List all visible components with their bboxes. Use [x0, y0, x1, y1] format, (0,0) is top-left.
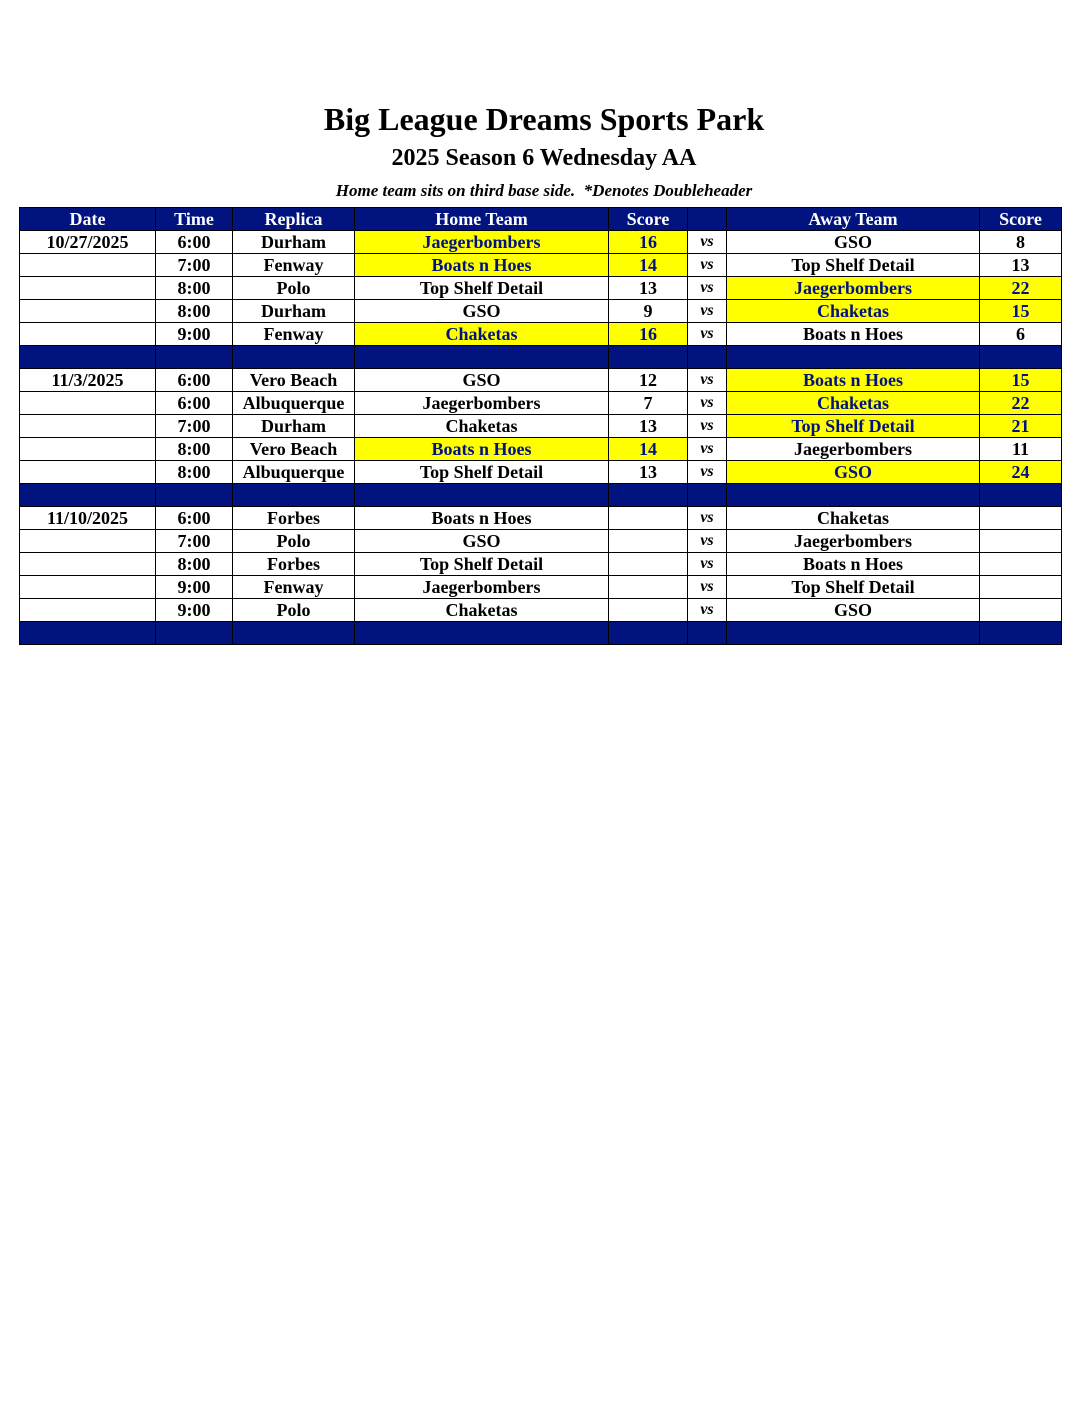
replica-cell: Vero Beach	[233, 438, 355, 461]
home-score-cell: 16	[609, 323, 688, 346]
replica-cell: Forbes	[233, 507, 355, 530]
home-score-cell: 12	[609, 369, 688, 392]
separator-cell	[727, 346, 980, 369]
away-team-cell: Top Shelf Detail	[727, 254, 980, 277]
away-team-cell: Boats n Hoes	[727, 369, 980, 392]
vs-cell: vs	[688, 530, 727, 553]
away-team-cell: Boats n Hoes	[727, 323, 980, 346]
col-header-home-team: Home Team	[355, 208, 609, 231]
home-team-cell: Boats n Hoes	[355, 438, 609, 461]
game-row	[20, 392, 1062, 415]
col-header-date: Date	[20, 208, 156, 231]
game-row	[20, 599, 1062, 622]
home-team-cell: Jaegerbombers	[355, 576, 609, 599]
replica-cell: Vero Beach	[233, 369, 355, 392]
away-team-cell: Top Shelf Detail	[727, 415, 980, 438]
date-cell	[20, 254, 156, 277]
vs-cell: vs	[688, 415, 727, 438]
time-cell: 6:00	[156, 231, 233, 254]
away-team-cell: GSO	[727, 599, 980, 622]
date-cell	[20, 323, 156, 346]
vs-cell: vs	[688, 553, 727, 576]
home-team-cell: GSO	[355, 530, 609, 553]
game-row	[20, 530, 1062, 553]
separator-cell	[727, 484, 980, 507]
vs-cell: vs	[688, 438, 727, 461]
home-score-cell: 13	[609, 277, 688, 300]
game-row	[20, 507, 1062, 530]
home-team-cell: Boats n Hoes	[355, 507, 609, 530]
game-row	[20, 231, 1062, 254]
replica-cell: Durham	[233, 231, 355, 254]
home-score-cell: 13	[609, 461, 688, 484]
game-row	[20, 323, 1062, 346]
away-score-cell: 21	[980, 415, 1062, 438]
date-cell	[20, 392, 156, 415]
replica-cell: Polo	[233, 277, 355, 300]
home-team-cell: Jaegerbombers	[355, 231, 609, 254]
time-cell: 9:00	[156, 323, 233, 346]
replica-cell: Fenway	[233, 576, 355, 599]
separator-cell	[156, 622, 233, 645]
week-separator-row	[20, 484, 1062, 507]
away-team-cell: Top Shelf Detail	[727, 576, 980, 599]
replica-cell: Polo	[233, 599, 355, 622]
home-score-cell: 14	[609, 254, 688, 277]
home-score-cell: 16	[609, 231, 688, 254]
home-score-cell	[609, 553, 688, 576]
away-score-cell: 15	[980, 300, 1062, 323]
col-header-away-score: Score	[980, 208, 1062, 231]
separator-cell	[355, 484, 609, 507]
time-cell: 8:00	[156, 553, 233, 576]
replica-cell: Durham	[233, 300, 355, 323]
away-team-cell: GSO	[727, 231, 980, 254]
vs-cell: vs	[688, 323, 727, 346]
home-score-cell	[609, 599, 688, 622]
time-cell: 7:00	[156, 254, 233, 277]
separator-cell	[156, 484, 233, 507]
time-cell: 9:00	[156, 599, 233, 622]
header-row	[20, 208, 1062, 231]
separator-cell	[609, 346, 688, 369]
time-cell: 8:00	[156, 300, 233, 323]
time-cell: 9:00	[156, 576, 233, 599]
separator-cell	[980, 622, 1062, 645]
game-row	[20, 369, 1062, 392]
away-score-cell: 24	[980, 461, 1062, 484]
away-score-cell: 22	[980, 277, 1062, 300]
home-score-cell: 9	[609, 300, 688, 323]
vs-cell: vs	[688, 599, 727, 622]
time-cell: 6:00	[156, 507, 233, 530]
away-team-cell: Jaegerbombers	[727, 530, 980, 553]
replica-cell: Polo	[233, 530, 355, 553]
time-cell: 7:00	[156, 415, 233, 438]
date-cell	[20, 438, 156, 461]
game-row	[20, 438, 1062, 461]
game-row	[20, 254, 1062, 277]
away-team-cell: Chaketas	[727, 300, 980, 323]
separator-cell	[688, 346, 727, 369]
separator-cell	[980, 484, 1062, 507]
separator-cell	[688, 622, 727, 645]
game-row	[20, 576, 1062, 599]
separator-cell	[233, 622, 355, 645]
date-cell	[20, 576, 156, 599]
replica-cell: Durham	[233, 415, 355, 438]
home-score-cell: 7	[609, 392, 688, 415]
separator-cell	[688, 484, 727, 507]
home-team-cell: Chaketas	[355, 599, 609, 622]
away-score-cell	[980, 599, 1062, 622]
separator-cell	[609, 622, 688, 645]
home-score-cell	[609, 530, 688, 553]
separator-cell	[233, 484, 355, 507]
date-cell	[20, 415, 156, 438]
home-team-cell: GSO	[355, 369, 609, 392]
away-score-cell	[980, 553, 1062, 576]
game-row	[20, 553, 1062, 576]
time-cell: 8:00	[156, 277, 233, 300]
date-cell	[20, 461, 156, 484]
home-team-cell: Top Shelf Detail	[355, 277, 609, 300]
away-score-cell: 22	[980, 392, 1062, 415]
separator-cell	[980, 346, 1062, 369]
time-cell: 8:00	[156, 438, 233, 461]
replica-cell: Albuquerque	[233, 461, 355, 484]
time-cell: 7:00	[156, 530, 233, 553]
away-score-cell	[980, 530, 1062, 553]
vs-cell: vs	[688, 392, 727, 415]
game-row	[20, 277, 1062, 300]
home-team-cell: Chaketas	[355, 323, 609, 346]
date-cell: 11/3/2025	[20, 369, 156, 392]
away-score-cell: 13	[980, 254, 1062, 277]
vs-cell: vs	[688, 231, 727, 254]
page-title: Big League Dreams Sports Park	[323, 101, 765, 137]
away-score-cell: 8	[980, 231, 1062, 254]
home-score-cell	[609, 507, 688, 530]
time-cell: 8:00	[156, 461, 233, 484]
home-team-cell: Top Shelf Detail	[355, 553, 609, 576]
away-score-cell	[980, 576, 1062, 599]
week-separator-row	[20, 346, 1062, 369]
replica-cell: Forbes	[233, 553, 355, 576]
vs-cell: vs	[688, 576, 727, 599]
vs-cell: vs	[688, 277, 727, 300]
replica-cell: Fenway	[233, 254, 355, 277]
away-score-cell: 6	[980, 323, 1062, 346]
away-team-cell: Boats n Hoes	[727, 553, 980, 576]
date-cell	[20, 553, 156, 576]
date-cell	[20, 530, 156, 553]
separator-cell	[609, 484, 688, 507]
col-header-vs	[688, 208, 727, 231]
away-score-cell: 11	[980, 438, 1062, 461]
game-row	[20, 461, 1062, 484]
home-team-cell: Top Shelf Detail	[355, 461, 609, 484]
vs-cell: vs	[688, 254, 727, 277]
schedule-body	[20, 231, 1062, 645]
vs-cell: vs	[688, 461, 727, 484]
date-cell: 11/10/2025	[20, 507, 156, 530]
game-row	[20, 415, 1062, 438]
home-score-cell	[609, 576, 688, 599]
separator-cell	[233, 346, 355, 369]
replica-cell: Fenway	[233, 323, 355, 346]
vs-cell: vs	[688, 507, 727, 530]
time-cell: 6:00	[156, 369, 233, 392]
schedule-note: Home team sits on third base side. *Denotes Doubleheader	[335, 181, 753, 200]
date-cell	[20, 277, 156, 300]
separator-cell	[355, 622, 609, 645]
separator-cell	[355, 346, 609, 369]
separator-cell	[156, 346, 233, 369]
separator-cell	[20, 346, 156, 369]
page-subtitle: 2025 Season 6 Wednesday AA	[391, 145, 697, 171]
col-header-time: Time	[156, 208, 233, 231]
away-team-cell: Chaketas	[727, 392, 980, 415]
home-team-cell: Boats n Hoes	[355, 254, 609, 277]
date-cell	[20, 300, 156, 323]
col-header-replica: Replica	[233, 208, 355, 231]
away-score-cell: 15	[980, 369, 1062, 392]
home-team-cell: GSO	[355, 300, 609, 323]
home-team-cell: Chaketas	[355, 415, 609, 438]
separator-cell	[20, 484, 156, 507]
col-header-away-team: Away Team	[727, 208, 980, 231]
schedule-table	[19, 207, 1062, 645]
game-row	[20, 300, 1062, 323]
date-cell	[20, 599, 156, 622]
vs-cell: vs	[688, 369, 727, 392]
replica-cell: Albuquerque	[233, 392, 355, 415]
separator-cell	[727, 622, 980, 645]
time-cell: 6:00	[156, 392, 233, 415]
separator-cell	[20, 622, 156, 645]
date-cell: 10/27/2025	[20, 231, 156, 254]
away-score-cell	[980, 507, 1062, 530]
home-score-cell: 13	[609, 415, 688, 438]
home-team-cell: Jaegerbombers	[355, 392, 609, 415]
week-separator-row	[20, 622, 1062, 645]
away-team-cell: Jaegerbombers	[727, 277, 980, 300]
away-team-cell: GSO	[727, 461, 980, 484]
vs-cell: vs	[688, 300, 727, 323]
home-score-cell: 14	[609, 438, 688, 461]
away-team-cell: Chaketas	[727, 507, 980, 530]
col-header-home-score: Score	[609, 208, 688, 231]
away-team-cell: Jaegerbombers	[727, 438, 980, 461]
